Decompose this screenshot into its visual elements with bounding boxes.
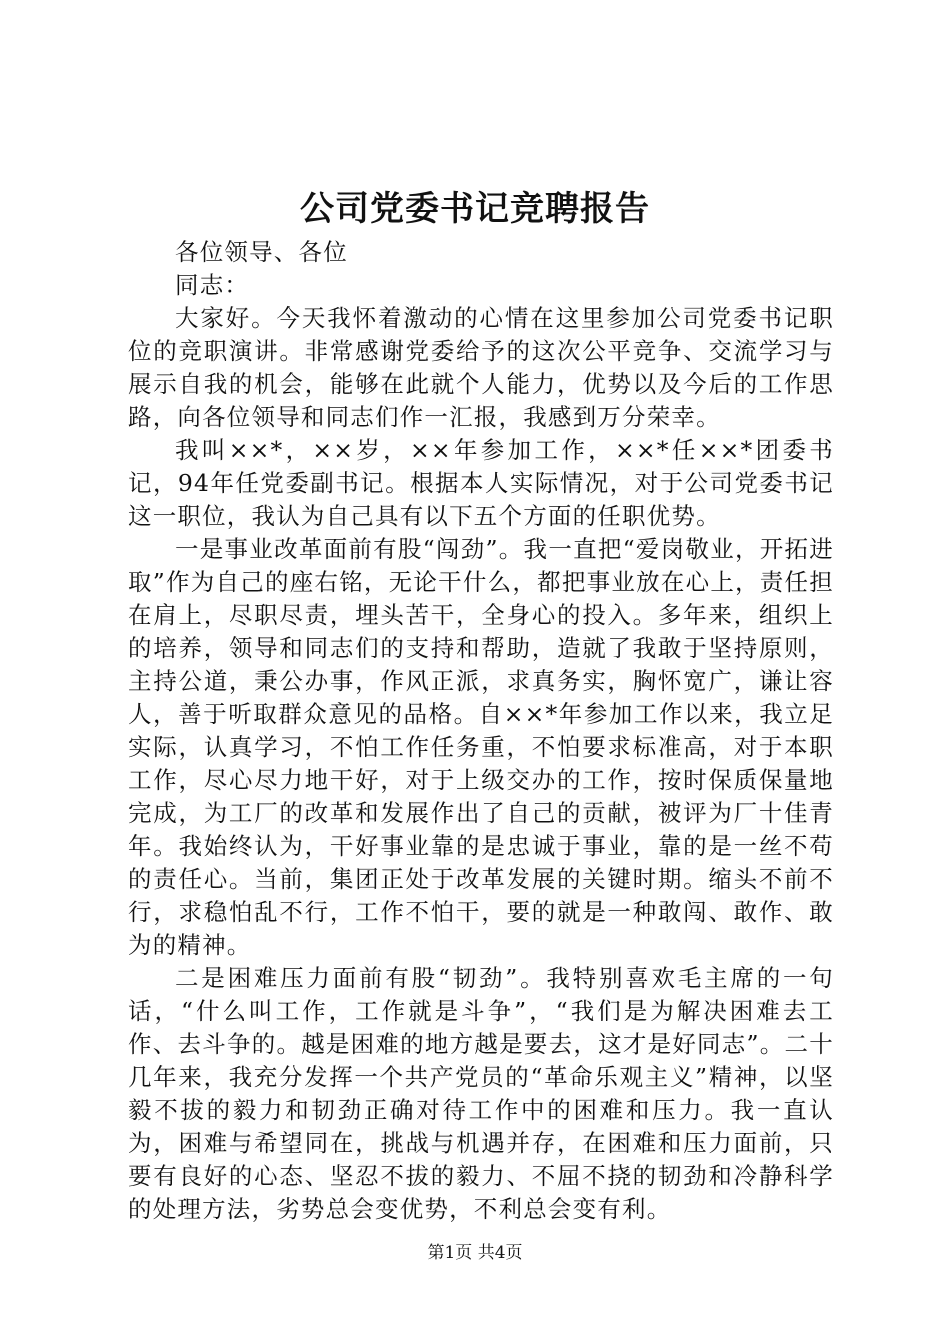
salutation-line-1: 各位领导、各位	[175, 238, 348, 266]
paragraph-greeting: 大家好。今天我怀着激动的心情在这里参加公司党委书记职位的竞职演讲。非常感谢党委给予的这次公平竞争、交流学习与展示自我的机会，能够在此就个人能力，优势以及今后的工作思路，向各位领导和同志们作一汇报，我感到万分荣幸。	[128, 304, 834, 431]
document-title: 公司党委书记竞聘报告	[300, 189, 650, 229]
salutation-line-2: 同志：	[175, 271, 250, 299]
paragraph-advantage-two: 二是困难压力面前有股“韧劲”。我特别喜欢毛主席的一句话，“什么叫工作，工作就是斗争”，“我们是为解决困难去工作、去斗争的。越是困难的地方越是要去，这才是好同志”。二十几年来，我充分发挥一个共产党员的“革命乐观主义”精神，以坚毅不拔的毅力和韧劲正确对待工作中的困难和压力。我一直认为，困难与希望同在，挑战与机遇并存，在困难和压力面前，只要有良好的心态、坚忍不拔的毅力、不屈不挠的韧劲和冷静科学的处理方法，劣势总会变优势，不利总会变有利。	[128, 964, 834, 1223]
paragraph-advantage-one: 一是事业改革面前有股“闯劲”。我一直把“爱岗敬业，开拓进取”作为自己的座右铭，无论干什么，都把事业放在心上，责任担在肩上，尽职尽责，埋头苦干，全身心的投入。多年来，组织上的培养，领导和同志们的支持和帮助，造就了我敢于坚持原则，主持公道，秉公办事，作风正派，求真务实，胸怀宽广，谦让容人，善于听取群众意见的品格。自××*年参加工作以来，我立足实际，认真学习，不怕工作任务重，不怕要求标准高，对于本职工作，尽心尽力地干好，对于上级交办的工作，按时保质保量地完成，为工厂的改革和发展作出了自己的贡献，被评为厂十佳青年。我始终认为，干好事业靠的是忠诚于事业，靠的是一丝不苟的责任心。当前，集团正处于改革发展的关键时期。缩头不前不行，求稳怕乱不行，工作不怕干，要的就是一种敢闯、敢作、敢为的精神。	[128, 535, 834, 959]
page-number-footer: 第1页 共4页	[427, 1243, 523, 1263]
document-body	[128, 236, 834, 1226]
paragraph-introduction: 我叫××*，××岁，××年参加工作，××*任××*团委书记，94年任党委副书记。根据本人实际情况，对于公司党委书记这一职位，我认为自己具有以下五个方面的任职优势。	[128, 436, 834, 530]
